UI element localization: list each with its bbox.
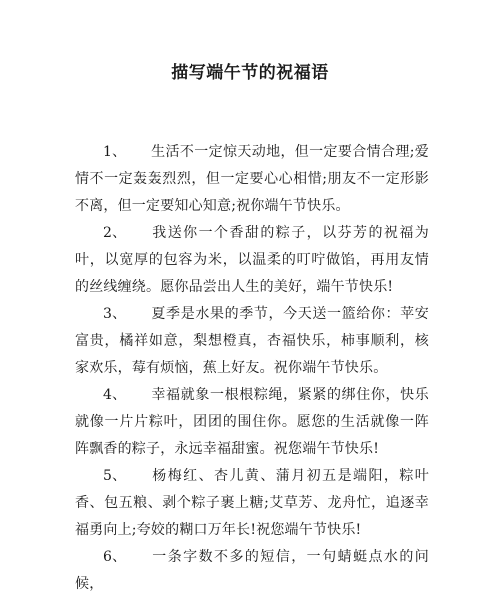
paragraph-text: 幸福就象一根根粽绳，紧紧的绑住你，快乐就像一片片粽叶，团团的围住你。愿您的生活就像一阵阵飘香的粽子，永远幸福甜蜜。祝您端午节快乐! (75, 387, 429, 457)
paragraph-text: 夏季是水果的季节，今天送一篮给你：苹安富贵，橘祥如意，梨想橙真，杏福快乐，柿事顺利，核家欢乐，莓有烦恼，蕉上好友。祝你端午节快乐。 (75, 306, 429, 376)
paragraph-number: 6、 (103, 549, 127, 565)
paragraph-1 (75, 139, 429, 220)
paragraph-number: 2、 (103, 225, 127, 241)
paragraph-text: 生活不一定惊天动地，但一定要合情合理;爱情不一定轰轰烈烈，但一定要心心相惜;朋友不一定形影不离，但一定要知心知意;祝你端午节快乐。 (75, 144, 429, 214)
paragraph-4 (75, 382, 429, 463)
paragraph-6 (75, 544, 429, 598)
paragraph-2 (75, 220, 429, 301)
paragraph-text: 我送你一个香甜的粽子，以芬芳的祝福为叶，以宽厚的包容为米，以温柔的叮咛做馅，再用友情的丝线缠绕。愿你品尝出人生的美好，端午节快乐! (75, 225, 429, 295)
paragraph-5 (75, 463, 429, 544)
paragraph-number: 5、 (103, 468, 127, 484)
paragraph-text: 一条字数不多的短信，一句蜻蜓点水的问候， (75, 549, 429, 592)
document-body (75, 139, 429, 598)
paragraph-text: 杨梅红、杏儿黄、蒲月初五是端阳，粽叶香、包五粮、剥个粽子裹上糖;艾草芳、龙舟忙，追逐幸福勇向上;夸姣的糊口万年长!祝您端午节快乐! (75, 468, 429, 538)
paragraph-number: 3、 (103, 306, 127, 322)
paragraph-3 (75, 301, 429, 382)
paragraph-number: 4、 (103, 387, 127, 403)
paragraph-number: 1、 (103, 144, 127, 160)
document-title: 描写端午节的祝福语 (171, 63, 329, 83)
